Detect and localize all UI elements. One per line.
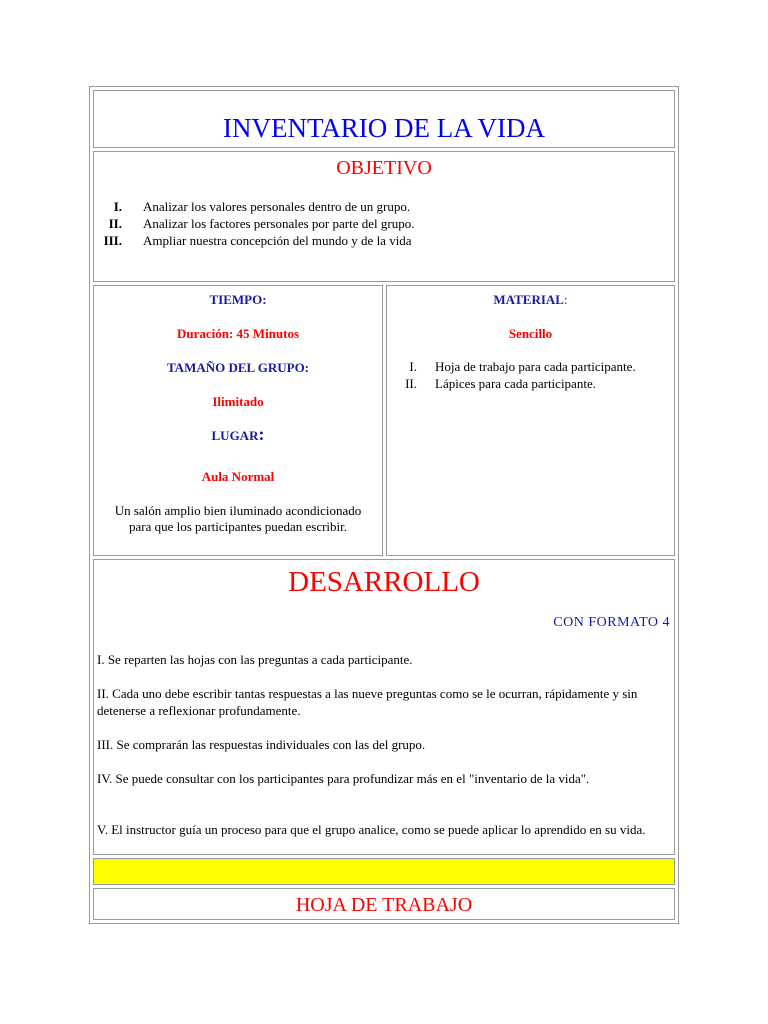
material-list [387, 358, 636, 392]
objetivo-cell [93, 151, 675, 282]
lugar-text: LUGAR [211, 428, 259, 443]
list-text: Ampliar nuestra concepción del mundo y de la vida [143, 233, 412, 248]
desarrollo-paragraph: III. Se comprarán las respuestas individuales con las del grupo. [97, 737, 426, 752]
duracion-value: Duración: 45 Minutos [176, 326, 300, 341]
formato-label: CON FORMATO 4 [553, 615, 670, 630]
tiempo-cell [93, 285, 383, 556]
lugar-label [94, 424, 382, 445]
desarrollo-paragraph: V. El instructor guía un proceso para que el grupo analice, como se puede aplicar lo aprendido en su vida. [97, 822, 646, 837]
lugar-colon: : [258, 424, 265, 444]
objetivo-heading: OBJETIVO [336, 157, 432, 179]
desarrollo-paragraph: IV. Se puede consultar con los participantes para profundizar más en el "inventario de la vida". [97, 771, 590, 786]
list-number: I. [113, 199, 122, 214]
objetivo-list [94, 198, 414, 249]
list-item [387, 375, 636, 392]
tiempo-label: TIEMPO: [209, 292, 267, 307]
list-item [94, 232, 414, 249]
material-colon: : [563, 292, 568, 307]
title-cell [93, 90, 675, 148]
material-cell [386, 285, 675, 556]
yellow-band [93, 858, 675, 885]
desarrollo-cell [93, 559, 675, 855]
list-number: I. [409, 359, 417, 374]
list-number: II. [108, 216, 122, 231]
lugar-description: Un salón amplio bien iluminado acondicionado para que los participantes puedan escribir. [114, 503, 362, 534]
hoja-heading: HOJA DE TRABAJO [295, 894, 473, 916]
material-text: MATERIAL [493, 292, 564, 307]
list-item [94, 215, 414, 232]
list-number: III. [103, 233, 122, 248]
desarrollo-paragraph: I. Se reparten las hojas con las preguntas a cada participante. [97, 652, 413, 667]
material-value: Sencillo [508, 326, 553, 341]
list-item [94, 198, 414, 215]
list-text: Analizar los valores personales dentro de un grupo. [143, 199, 411, 214]
desarrollo-paragraph: II. Cada uno debe escribir tantas respuestas a las nueve preguntas como se le ocurran, rápidamente y sin detenerse a reflexionar profundamente. [97, 686, 638, 718]
hoja-cell [93, 888, 675, 920]
material-label [387, 292, 674, 308]
tamano-label: TAMAÑO DEL GRUPO: [166, 360, 310, 375]
tamano-value: Ilimitado [212, 394, 264, 409]
lugar-value: Aula Normal [201, 469, 275, 484]
document-table [89, 86, 679, 924]
list-item [387, 358, 636, 375]
list-text: Lápices para cada participante. [435, 376, 596, 391]
list-text: Hoja de trabajo para cada participante. [435, 359, 636, 374]
list-number: II. [405, 376, 417, 391]
desarrollo-heading: DESARROLLO [288, 566, 480, 598]
page-title: INVENTARIO DE LA VIDA [222, 113, 546, 143]
list-text: Analizar los factores personales por parte del grupo. [143, 216, 415, 231]
